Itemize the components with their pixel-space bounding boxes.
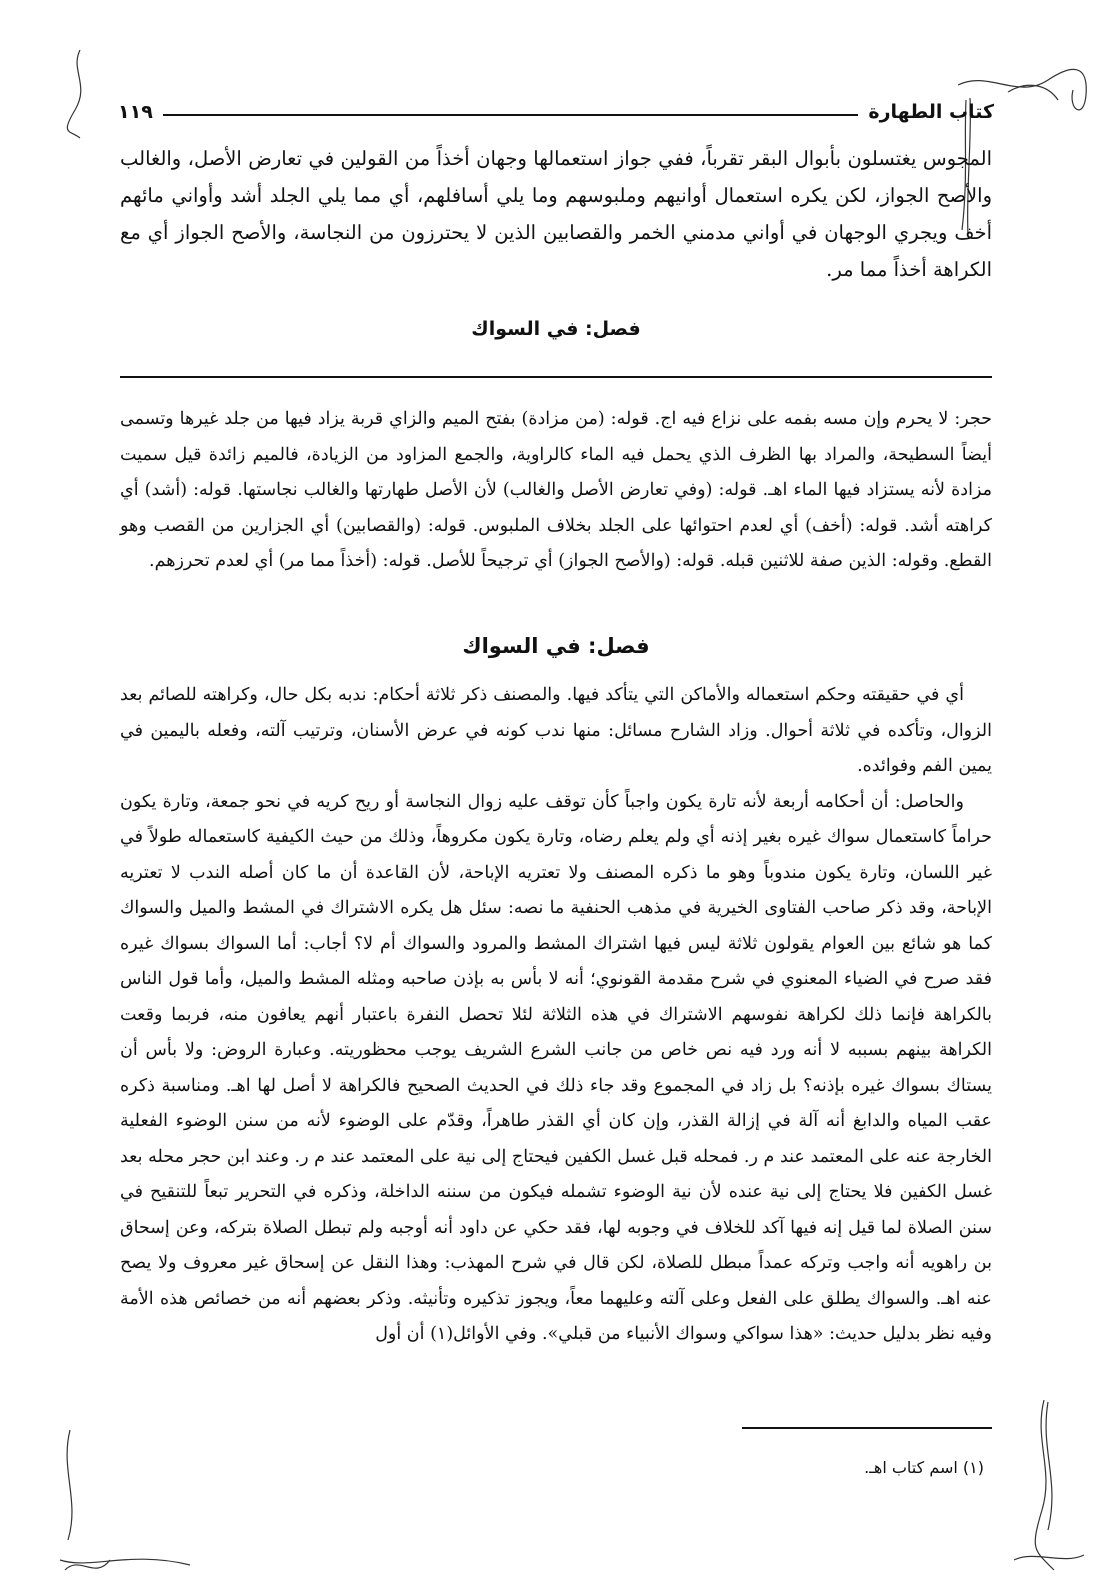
running-header: [118, 92, 994, 132]
corner-scroll-top-left-icon: [50, 40, 110, 140]
footnote: (١) اسم كتاب اهـ.: [864, 1458, 984, 1477]
page-number: ١١٩: [118, 101, 153, 123]
header-rule: [163, 114, 859, 116]
book-title: كتاب الطهارة: [868, 101, 994, 123]
commentary-paragraph: حجر: لا يحرم وإن مسه بفمه على نزاع فيه اج. قوله: (من مزادة) بفتح الميم والزاي قربة يزاد فيها من جلد غيرها وتسمى أيضاً السطيحة، والمراد بها الظرف الذي يحمل فيه الماء كالراوية، والجمع المزاود من الزيادة، فالميم زائدة قيل سميت مزادة لأنه يستزاد فيها الماء اهـ. قوله: (وفي تعارض الأصل والغالب) لأن الأصل طهارتها والغالب نجاستها. قوله: (أشد) أي كراهته أشد. قوله: (أخف) أي لعدم احتوائها على الجلد بخلاف الملبوس. قوله: (والقصابين) أي الجزارين من القصب وهو القطع. وقوله: الذين صفة للاثنين قبله. قوله: (والأصح الجواز) أي ترجيحاً للأصل. قوله: (أخذاً مما مر) أي لعدم تحرزهم.: [120, 409, 992, 571]
section-paragraph-2: والحاصل: أن أحكامه أربعة لأنه تارة يكون واجباً كأن توقف عليه زوال النجاسة أو ريح كريه في نحو جمعة، وتارة يكون حراماً كاستعمال سواك غيره بغير إذنه أي ولم يعلم رضاه، وتارة يكون مكروهاً، وذلك من حيث الكيفية كاستعماله طولاً في غير اللسان، وتارة يكون مندوباً وهو ما ذكره المصنف ولا تعتريه الإباحة، لأن القاعدة أن ما كان أصله الندب لا تعتريه الإباحة، وقد ذكر صاحب الفتاوى الخيرية في مذهب الحنفية ما نصه: سئل هل يكره الاشتراك في المشط والميل والسواك كما هو شائع بين العوام يقولون ثلاثة ليس فيها اشتراك المشط والمرود والسواك أم لا؟ أجاب: أما السواك بسواك غيره فقد صرح في الضياء المعنوي في شرح مقدمة القونوي؛ أنه لا بأس به بإذن صاحبه ومثله المشط والميل، وأما قول الناس بالكراهة فإنما ذلك لكراهة نفوسهم الاشتراك في هذه الثلاثة لئلا تحصل النفرة باعتبار أنهم يعافون منه، فربما وقعت الكراهة بينهم بسببه لا أنه ورد فيه نص خاص من جانب الشرع الشريف يوجب محظوريته. وعبارة الروض: ولا بأس أن يستاك بسواك غيره بإذنه؟ بل زاد في المجموع وقد جاء ذلك في الحديث الصحيح فالكراهة لا أصل لها اهـ. ومناسبة ذكره عقب المياه والدابغ أنه آلة في إزالة القذر، وإن كان أي القذر طاهراً، وقدّم على الوضوء لأنه من سنن الوضوء الفعلية الخارجة عنه على المعتمد عند م ر. فمحله قبل غسل الكفين فيحتاج إلى نية على المعتمد عند م ر. وعند ابن حجر محله بعد غسل الكفين فلا يحتاج إلى نية عنده لأن نية الوضوء تشمله فيكون من سننه الداخلة، وذكره في التحرير تبعاً للتنقيح في سنن الصلاة لما قيل إنه فيها آكد للخلاف في وجوبه لها، فقد حكي عن داود أنه أوجبه ولم تبطل الصلاة بتركه، وعن إسحاق بن راهويه أنه واجب وتركه عمداً مبطل للصلاة، لكن قال في شرح المهذب: وهذا النقل عن إسحاق غير معروف ولا يصح عنه اهـ. والسواك يطلق على الفعل وعلى آلته وعليهما معاً، ويجوز تذكيره وتأنيثه. وذكر بعضهم أنه من خصائص هذه الأمة وفيه نظر بدليل حديث: «هذا سواكي وسواك الأنبياء من قبلي». وفي الأوائل(١) أن أول: [120, 791, 992, 1344]
footnote-rule: [742, 1427, 992, 1429]
corner-scroll-bottom-left-icon: [40, 1420, 200, 1580]
section-heading-main: فصل: في السواك: [471, 318, 641, 340]
separator-rule: [120, 376, 992, 378]
corner-scroll-bottom-right-icon: [1004, 1390, 1094, 1580]
main-paragraph: المجوس يغتسلون بأبوال البقر تقرباً، ففي جواز استعمالها وجهان أخذاً من القولين في تعارض الأصل، والغالب والأصح الجواز، لكن يكره استعمال أوانيهم وملبوسهم وما يلي أسافلهم، أي مما يلي الجلد أشد وأواني مائهم أخف ويجري الوجهان في أواني مدمني الخمر والقصابين الذين لا يحترزون من النجاسة، والأصح الجواز أي مع الكراهة أخذاً مما مر.: [120, 147, 992, 281]
commentary-text: [120, 402, 992, 580]
section-heading-commentary: فصل: في السواك: [462, 634, 650, 658]
main-text: [120, 140, 992, 288]
section-body: [120, 678, 992, 1353]
section-paragraph-1: أي في حقيقته وحكم استعماله والأماكن التي يتأكد فيها. والمصنف ذكر ثلاثة أحكام: ندبه بكل حال، وكراهته للصائم بعد الزوال، وتأكده في ثلاثة أحوال. وزاد الشارح مسائل: منها ندب كونه في عرض الأسنان، وترتيب آلته، وفعله باليمين في يمين الفم وفوائده.: [120, 685, 992, 776]
